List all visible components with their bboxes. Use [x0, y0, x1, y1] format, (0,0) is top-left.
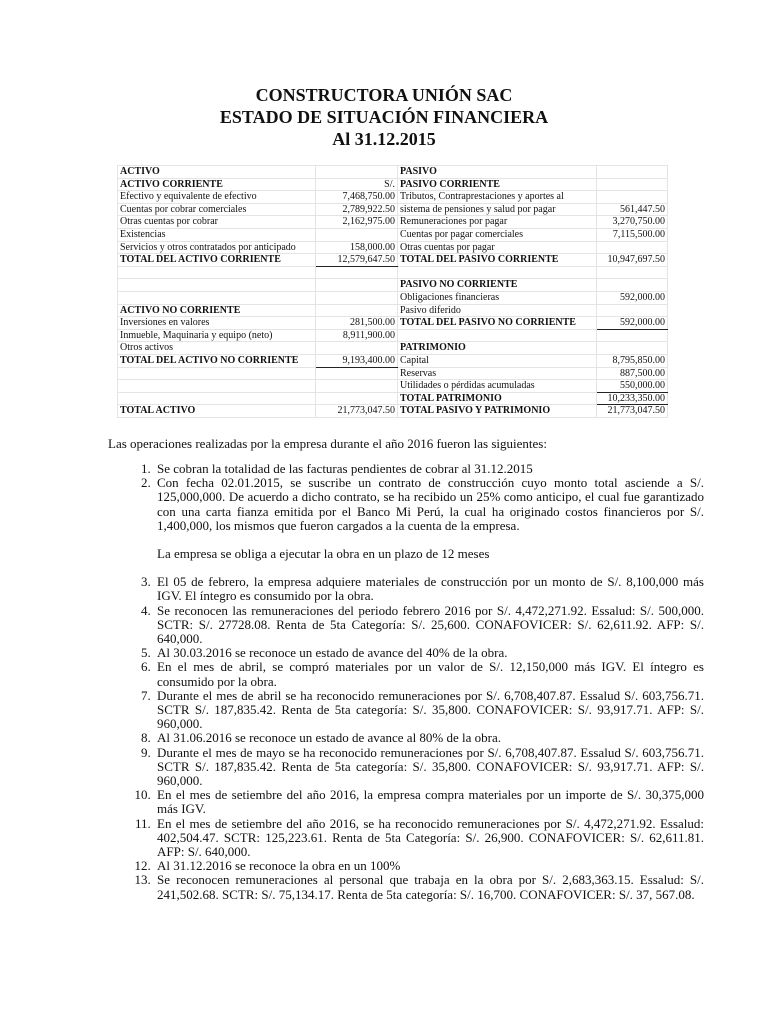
balance-row: [118, 279, 668, 292]
balance-label-cell: TOTAL DEL ACTIVO NO CORRIENTE: [118, 354, 316, 367]
balance-label-cell: Inversiones en valores: [118, 317, 316, 330]
statement-date: Al 31.12.2015: [332, 129, 436, 149]
balance-label-cell: TOTAL PATRIMONIO: [398, 392, 597, 405]
balance-amount-cell: [597, 304, 668, 317]
operation-text: En el mes de setiembre del año 2016, se ha reconocido remuneraciones por S/. 4,472,271.92. Essalud: 402,504.47. SCTR: 125,223.61. Renta de 5ta Categoría: S/. 26,900. CONAFOVICER: S/. 62,611.81. AFP: S/. 640,000.: [157, 815, 704, 860]
operations-intro: Las operaciones realizadas por la empresa durante el año 2016 fueron las siguientes:: [108, 436, 547, 451]
operation-item: [154, 476, 704, 561]
operation-text: Al 31.06.2016 se reconoce un estado de avance al 80% de la obra.: [157, 730, 502, 746]
balance-amount-cell: [597, 279, 668, 292]
operation-item: [154, 575, 704, 603]
balance-label-cell: ACTIVO NO CORRIENTE: [118, 304, 316, 317]
balance-amount-cell: [597, 178, 668, 191]
operation-item: [154, 646, 704, 660]
balance-label-cell: [118, 291, 316, 304]
balance-label-cell: PASIVO NO CORRIENTE: [398, 279, 597, 292]
operation-item: [154, 746, 704, 789]
operation-text: Al 30.03.2016 se reconoce un estado de avance del 40% de la obra.: [157, 645, 508, 661]
balance-label-cell: Pasivo diferido: [398, 304, 597, 317]
balance-row: [118, 254, 668, 267]
balance-amount-cell: [316, 367, 398, 380]
company-name: CONSTRUCTORA UNIÓN SAC: [255, 85, 513, 105]
balance-label-cell: TOTAL PASIVO Y PATRIMONIO: [398, 405, 597, 418]
operation-text: Se reconocen las remuneraciones del periodo febrero 2016 por S/. 4,472,271.92. Essalud: S/. 500,000. SCTR: S/. 27728.08. Renta de 5ta Categoría: S/. 25,600. CONAFOVICER: S/. 62,611.92. AFP: S/. 640,000.: [157, 602, 704, 647]
balance-row: [118, 266, 668, 279]
balance-row: [118, 304, 668, 317]
statement-title: ESTADO DE SITUACIÓN FINANCIERA: [219, 107, 549, 127]
balance-amount-cell: 592,000.00: [597, 317, 668, 330]
balance-amount-cell: 887,500.00: [597, 367, 668, 380]
balance-label-cell: TOTAL DEL ACTIVO CORRIENTE: [118, 254, 316, 267]
balance-amount-cell: 21,773,047.50: [597, 405, 668, 418]
balance-label-cell: [118, 367, 316, 380]
balance-amount-cell: [597, 166, 668, 179]
balance-label-cell: Existencias: [118, 228, 316, 241]
balance-row: [118, 329, 668, 342]
balance-label-cell: Otras cuentas por pagar: [398, 241, 597, 254]
balance-label-cell: [118, 392, 316, 405]
operation-item: [154, 873, 704, 901]
balance-amount-cell: 281,500.00: [316, 317, 398, 330]
balance-amount-cell: 592,000.00: [597, 291, 668, 304]
balance-amount-cell: [597, 241, 668, 254]
operation-text: Se reconocen remuneraciones al personal que trabaja en la obra por S/. 2,683,363.15. Essalud: S/. 241,502.68. SCTR: S/. 75,134.17. Renta de 5ta categoría: S/. 16,700. CONAFOVICER: S/. 37, 567.08.: [157, 872, 704, 902]
balance-row: [118, 216, 668, 229]
balance-label-cell: Obligaciones financieras: [398, 291, 597, 304]
balance-amount-cell: 561,447.50: [597, 203, 668, 216]
balance-row: [118, 228, 668, 241]
balance-row: [118, 178, 668, 191]
balance-amount-cell: 7,468,750.00: [316, 191, 398, 204]
operation-item: [154, 859, 704, 873]
operation-text: Durante el mes de mayo se ha reconocido remuneraciones por S/. 6,708,407.87. Essalud S/. 603,756.71. SCTR S/. 187,835.42. Renta de 5ta categoría: S/. 35,800. CONAFOVICER: S/. 93,917.71. AFP: S/. 960,000.: [157, 744, 704, 789]
operation-text: Al 31.12.2016 se reconoce la obra en un 100%: [157, 858, 401, 874]
balance-label-cell: Remuneraciones por pagar: [398, 216, 597, 229]
balance-sheet-table: [117, 165, 668, 418]
balance-amount-cell: [316, 380, 398, 393]
balance-label-cell: sistema de pensiones y salud por pagar: [398, 203, 597, 216]
balance-amount-cell: [316, 291, 398, 304]
balance-amount-cell: [316, 166, 398, 179]
balance-label-cell: [118, 279, 316, 292]
balance-label-cell: TOTAL DEL PASIVO CORRIENTE: [398, 254, 597, 267]
balance-row: [118, 317, 668, 330]
balance-amount-cell: 12,579,647.50: [316, 254, 398, 267]
operation-text: Durante el mes de abril se ha reconocido remuneraciones por S/. 6,708,407.87. Essalud S/. 603,756.71. SCTR S/. 187,835.42. Renta de 5ta categoría: S/. 35,800. CONAFOVICER: S/. 93,917.71. AFP: S/. 960,000.: [157, 687, 704, 732]
balance-label-cell: PASIVO CORRIENTE: [398, 178, 597, 191]
balance-label-cell: Tributos, Contraprestaciones y aportes al: [398, 191, 597, 204]
balance-amount-cell: [316, 228, 398, 241]
balance-row: [118, 380, 668, 393]
operation-item: [154, 462, 704, 476]
balance-amount-cell: 10,233,350.00: [597, 392, 668, 405]
balance-amount-cell: S/.: [316, 178, 398, 191]
balance-label-cell: [398, 266, 597, 279]
balance-label-cell: Inmueble, Maquinaria y equipo (neto): [118, 329, 316, 342]
balance-amount-cell: [597, 266, 668, 279]
balance-row: [118, 166, 668, 179]
balance-amount-cell: 8,911,900.00: [316, 329, 398, 342]
balance-amount-cell: [316, 392, 398, 405]
balance-row: [118, 241, 668, 254]
balance-amount-cell: 2,162,975.00: [316, 216, 398, 229]
operation-item: [154, 788, 704, 816]
operation-text: El 05 de febrero, la empresa adquiere materiales de construcción por un monto de S/. 8,100,000 más IGV. El íntegro es consumido por la obra.: [157, 574, 704, 604]
balance-label-cell: Utilidades o pérdidas acumuladas: [398, 380, 597, 393]
operation-item: [154, 689, 704, 732]
operation-text: Con fecha 02.01.2015, se suscribe un contrato de construcción cuyo monto total asciende a S/. 125,000,000. De acuerdo a dicho contrato, se ha recibido un 25% como anticipo, el cual fue garantizado con una carta fianza emitida por el Banco Mi Perú, la cual ha originado costos financieros por S/. 1,400,000, los mismos que fueron cargados a la cuenta de la empresa.: [157, 475, 704, 533]
operation-item: [154, 817, 704, 860]
balance-label-cell: [118, 266, 316, 279]
operation-text: Se cobran la totalidad de las facturas pendientes de cobrar al 31.12.2015: [157, 461, 533, 476]
operations-list: [108, 462, 704, 902]
balance-amount-cell: [597, 342, 668, 355]
balance-label-cell: Otros activos: [118, 342, 316, 355]
balance-row: [118, 354, 668, 367]
balance-amount-cell: 10,947,697.50: [597, 254, 668, 267]
balance-label-cell: ACTIVO: [118, 166, 316, 179]
document-title-block: [0, 84, 768, 150]
operation-text: En el mes de abril, se compró materiales por un valor de S/. 12,150,000 más IGV. El íntegro es consumido por la obra.: [157, 659, 704, 689]
balance-label-cell: Servicios y otros contratados por anticipado: [118, 241, 316, 254]
balance-amount-cell: 550,000.00: [597, 380, 668, 393]
balance-label-cell: Otras cuentas por cobrar: [118, 216, 316, 229]
balance-row: [118, 405, 668, 418]
balance-amount-cell: [316, 279, 398, 292]
balance-amount-cell: 2,789,922.50: [316, 203, 398, 216]
balance-amount-cell: [316, 304, 398, 317]
balance-label-cell: Cuentas por cobrar comerciales: [118, 203, 316, 216]
balance-row: [118, 367, 668, 380]
balance-label-cell: Efectivo y equivalente de efectivo: [118, 191, 316, 204]
balance-amount-cell: [316, 266, 398, 279]
operation-text: En el mes de setiembre del año 2016, la empresa compra materiales por un importe de S/. 30,375,000 más IGV.: [157, 787, 704, 817]
balance-amount-cell: [597, 329, 668, 342]
balance-label-cell: [398, 329, 597, 342]
balance-amount-cell: 9,193,400.00: [316, 354, 398, 367]
operation-item: [154, 604, 704, 647]
operation-note: La empresa se obliga a ejecutar la obra en un plazo de 12 meses: [157, 546, 490, 562]
balance-label-cell: PASIVO: [398, 166, 597, 179]
balance-amount-cell: 21,773,047.50: [316, 405, 398, 418]
balance-label-cell: TOTAL DEL PASIVO NO CORRIENTE: [398, 317, 597, 330]
balance-row: [118, 291, 668, 304]
balance-label-cell: ACTIVO CORRIENTE: [118, 178, 316, 191]
balance-amount-cell: [316, 342, 398, 355]
balance-amount-cell: 158,000.00: [316, 241, 398, 254]
balance-row: [118, 342, 668, 355]
balance-label-cell: PATRIMONIO: [398, 342, 597, 355]
balance-amount-cell: 8,795,850.00: [597, 354, 668, 367]
balance-row: [118, 392, 668, 405]
balance-row: [118, 191, 668, 204]
balance-row: [118, 203, 668, 216]
balance-amount-cell: 7,115,500.00: [597, 228, 668, 241]
balance-amount-cell: [597, 191, 668, 204]
balance-label-cell: TOTAL ACTIVO: [118, 405, 316, 418]
operation-item: [154, 731, 704, 745]
operation-item: [154, 660, 704, 688]
balance-label-cell: Cuentas por pagar comerciales: [398, 228, 597, 241]
balance-label-cell: Reservas: [398, 367, 597, 380]
balance-amount-cell: 3,270,750.00: [597, 216, 668, 229]
balance-label-cell: [118, 380, 316, 393]
balance-label-cell: Capital: [398, 354, 597, 367]
